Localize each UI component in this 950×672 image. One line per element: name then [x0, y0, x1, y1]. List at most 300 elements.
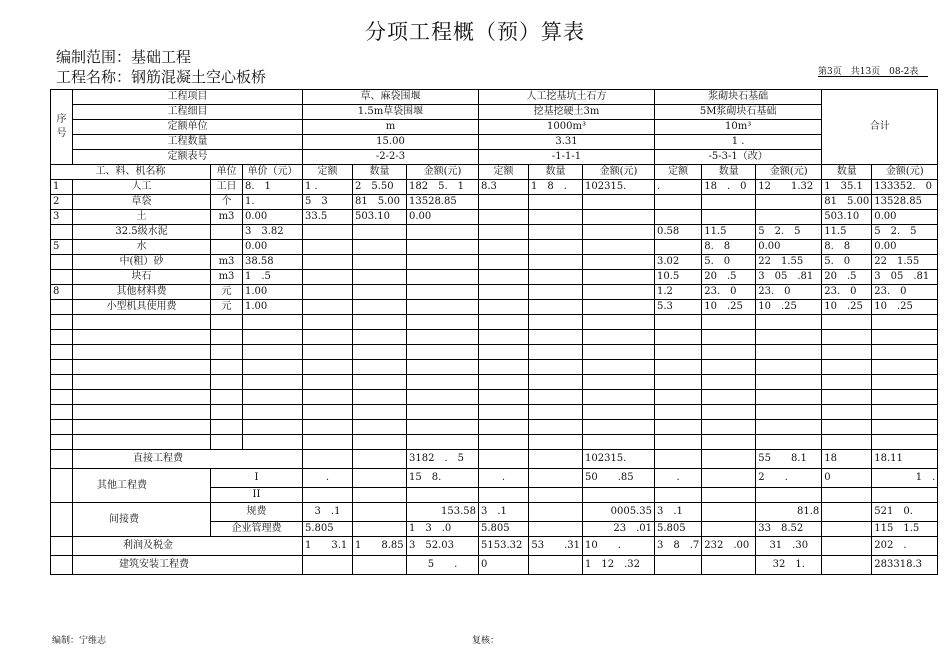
table-cell [702, 315, 756, 330]
table-cell [756, 405, 822, 420]
table-cell [702, 195, 756, 210]
other-q1: . [303, 469, 353, 488]
table-cell [756, 390, 822, 405]
table-cell [211, 315, 243, 330]
table-cell [303, 405, 353, 420]
table-cell [51, 420, 73, 435]
table-cell [872, 315, 938, 330]
table-cell [303, 240, 353, 255]
table-cell [702, 375, 756, 390]
table-cell: 10.5 [655, 270, 702, 285]
group2-qty: 3.31 [479, 135, 655, 150]
fee-label: 规费 [211, 503, 303, 522]
table-cell [655, 435, 702, 450]
table-cell: m3 [211, 210, 243, 225]
table-cell [583, 240, 655, 255]
table-cell [243, 435, 303, 450]
table-cell [303, 300, 353, 315]
group1-qty: 15.00 [303, 135, 479, 150]
table-cell [243, 360, 303, 375]
table-cell [407, 405, 479, 420]
col-amount: 数量 [822, 165, 872, 180]
group1-code: -2-2-3 [303, 150, 479, 165]
table-row [51, 210, 938, 225]
table-cell: 0.00 [407, 210, 479, 225]
table-cell: 8.3 [479, 180, 529, 195]
resource-name: 土 [73, 210, 211, 225]
direct-g2: 102315. [583, 450, 655, 469]
table-row [51, 285, 938, 300]
other-q2: . [479, 469, 529, 488]
col-price: 单价（元） [243, 165, 303, 180]
table-cell [211, 330, 243, 345]
table-cell [822, 420, 872, 435]
fee-q1: 3 .1 [303, 503, 353, 522]
table-cell: 8. 1 [243, 180, 303, 195]
table-cell [243, 345, 303, 360]
table-cell [756, 345, 822, 360]
table-cell: 12 1.32 [756, 180, 822, 195]
table-cell [73, 435, 211, 450]
table-cell [73, 345, 211, 360]
fee-g2: 0005.35 [583, 503, 655, 522]
table-cell [529, 255, 583, 270]
mgmt-q3: 5.805 [655, 522, 702, 537]
table-cell [353, 255, 407, 270]
table-cell [479, 225, 529, 240]
table-cell [655, 420, 702, 435]
table-cell [73, 420, 211, 435]
other-cost-label: 其他工程费 [73, 469, 211, 503]
table-cell [303, 285, 353, 300]
table-cell: 元 [211, 300, 243, 315]
build-cost-label: 建筑安装工程费 [73, 556, 303, 575]
table-cell [655, 345, 702, 360]
other-sub2: II [211, 488, 303, 503]
other-g2: 50 .85 [583, 469, 655, 488]
table-cell: 20 .5 [822, 270, 872, 285]
table-cell: 13528.85 [407, 195, 479, 210]
table-cell [353, 270, 407, 285]
table-cell [756, 360, 822, 375]
group2-code: -1-1-1 [479, 150, 655, 165]
table-cell: 0.00 [872, 210, 938, 225]
table-cell [51, 225, 73, 240]
table-cell [51, 435, 73, 450]
table-cell [73, 315, 211, 330]
table-cell: 23. 0 [822, 285, 872, 300]
group2-unit: 1000m³ [479, 120, 655, 135]
table-cell: 5 [51, 240, 73, 255]
table-cell [702, 420, 756, 435]
table-cell [655, 360, 702, 375]
blank-row [51, 330, 938, 345]
table-cell [353, 315, 407, 330]
seq-header: 序号 [51, 90, 73, 165]
group3-item: 浆砌块石基础 [655, 90, 822, 105]
table-cell [529, 240, 583, 255]
table-cell: 个 [211, 195, 243, 210]
table-cell: 0.00 [243, 240, 303, 255]
table-cell [407, 300, 479, 315]
resource-name: 其他材料费 [73, 285, 211, 300]
blank-row [51, 405, 938, 420]
table-cell [872, 420, 938, 435]
table-cell [655, 240, 702, 255]
direct-cost-label: 直接工程费 [73, 450, 303, 469]
item-header: 工程项目 [73, 90, 303, 105]
table-cell [51, 360, 73, 375]
table-cell [303, 270, 353, 285]
table-cell [303, 420, 353, 435]
other-sub1: I [211, 469, 303, 488]
resource-name: 草袋 [73, 195, 211, 210]
table-cell [479, 315, 529, 330]
code-header: 定额表号 [73, 150, 303, 165]
group2-detail: 挖基挖硬土3m [479, 105, 655, 120]
table-cell [583, 210, 655, 225]
table-cell [529, 405, 583, 420]
table-cell [529, 225, 583, 240]
table-cell [583, 420, 655, 435]
group3-code: -5-3-1（改） [655, 150, 822, 165]
table-cell [407, 255, 479, 270]
table-cell: 3 05 .81 [872, 270, 938, 285]
table-cell [353, 390, 407, 405]
table-cell [211, 390, 243, 405]
estimate-table [50, 89, 938, 575]
table-cell: 503.10 [353, 210, 407, 225]
profit-t2: 202 . [872, 537, 938, 556]
table-cell: 23. 0 [872, 285, 938, 300]
table-cell: 1.00 [243, 300, 303, 315]
other-g3: 2 . [756, 469, 822, 488]
table-cell: 10 .25 [756, 300, 822, 315]
table-cell [872, 375, 938, 390]
table-cell [529, 285, 583, 300]
table-cell [51, 405, 73, 420]
table-cell: 0.00 [756, 240, 822, 255]
table-cell: 元 [211, 285, 243, 300]
table-row [51, 195, 938, 210]
direct-t1: 18 [822, 450, 872, 469]
table-cell [479, 375, 529, 390]
blank-row [51, 375, 938, 390]
table-row [51, 270, 938, 285]
blank-row [51, 435, 938, 450]
profit-a2: 53 .31 [529, 537, 583, 556]
table-cell [243, 375, 303, 390]
table-cell [529, 300, 583, 315]
table-cell [303, 345, 353, 360]
table-cell: 1 . [303, 180, 353, 195]
table-cell [655, 375, 702, 390]
table-cell [479, 420, 529, 435]
table-cell [583, 390, 655, 405]
table-cell: 38.58 [243, 255, 303, 270]
table-cell [529, 345, 583, 360]
table-cell [583, 345, 655, 360]
table-cell [303, 330, 353, 345]
table-cell [407, 225, 479, 240]
profit-q1: 1 3.1 [303, 537, 353, 556]
header-rule [818, 76, 928, 77]
fee-g1: 153.58 [407, 503, 479, 522]
table-cell: 503.10 [822, 210, 872, 225]
resource-name: 块石 [73, 270, 211, 285]
table-cell [407, 360, 479, 375]
table-cell [702, 360, 756, 375]
build-t2: 283318.3 [872, 556, 938, 575]
group3-unit: 10m³ [655, 120, 822, 135]
table-cell [407, 315, 479, 330]
project-name: 工程名称：钢筋混凝土空心板桥 [56, 68, 267, 86]
table-cell: 1 35.1 [822, 180, 872, 195]
table-cell [479, 255, 529, 270]
table-cell [583, 360, 655, 375]
table-cell: 8. 8 [822, 240, 872, 255]
table-cell [479, 270, 529, 285]
table-cell: 11.5 [702, 225, 756, 240]
col-money: 金额(元) [407, 165, 479, 180]
table-cell: 3 3.82 [243, 225, 303, 240]
table-cell: 23. 0 [702, 285, 756, 300]
blank-row [51, 345, 938, 360]
table-cell [211, 240, 243, 255]
profit-q3: 3 8 .7 [655, 537, 702, 556]
table-cell [479, 210, 529, 225]
table-cell [872, 360, 938, 375]
table-cell [303, 390, 353, 405]
table-cell [822, 360, 872, 375]
table-cell [303, 315, 353, 330]
table-cell [479, 390, 529, 405]
table-cell [211, 405, 243, 420]
table-cell [583, 255, 655, 270]
col-quota: 定额 [655, 165, 702, 180]
table-cell: 1 [51, 180, 73, 195]
table-cell [479, 345, 529, 360]
group3-qty: 1 . [655, 135, 822, 150]
table-cell [211, 345, 243, 360]
detail-header: 工程细目 [73, 105, 303, 120]
table-cell: 22 1.55 [872, 255, 938, 270]
table-row [51, 255, 938, 270]
table-cell [211, 225, 243, 240]
blank-row [51, 420, 938, 435]
table-cell: 13528.85 [872, 195, 938, 210]
scope-label: 编制范围：基础工程 [56, 48, 192, 66]
table-cell [211, 435, 243, 450]
table-cell: 1.2 [655, 285, 702, 300]
blank-row [51, 390, 938, 405]
table-cell [243, 405, 303, 420]
table-cell [872, 435, 938, 450]
table-cell: 18 . 0 [702, 180, 756, 195]
table-cell [529, 330, 583, 345]
table-row [51, 225, 938, 240]
table-cell [583, 375, 655, 390]
table-cell: 8 [51, 285, 73, 300]
table-cell [583, 285, 655, 300]
table-cell [529, 390, 583, 405]
table-cell [872, 405, 938, 420]
table-cell [353, 240, 407, 255]
resource-name: 小型机具使用费 [73, 300, 211, 315]
other-t1: 0 [822, 469, 872, 488]
fee-q2: 3 .1 [479, 503, 529, 522]
table-cell [353, 375, 407, 390]
table-cell [756, 210, 822, 225]
table-cell [756, 315, 822, 330]
table-cell [583, 225, 655, 240]
mgmt-q1: 5.805 [303, 522, 353, 537]
editor-label: 编制：宁维志 [52, 636, 107, 646]
direct-g1: 3182 . 5 [407, 450, 479, 469]
table-cell: . [655, 180, 702, 195]
table-cell [303, 225, 353, 240]
table-cell [529, 420, 583, 435]
resource-name: 人工 [73, 180, 211, 195]
col-quota: 定额 [479, 165, 529, 180]
fee-t2: 521 0. [872, 503, 938, 522]
table-cell: 2 [51, 195, 73, 210]
table-cell [583, 195, 655, 210]
col-quota: 定额 [303, 165, 353, 180]
table-cell [822, 330, 872, 345]
table-cell [479, 195, 529, 210]
table-row [51, 240, 938, 255]
other-t2: 1 . [872, 469, 938, 488]
table-row [51, 300, 938, 315]
table-cell [51, 315, 73, 330]
table-cell: 10 .25 [702, 300, 756, 315]
table-cell [211, 375, 243, 390]
table-cell [822, 435, 872, 450]
table-cell: m3 [211, 270, 243, 285]
table-row [51, 180, 938, 195]
table-cell [353, 330, 407, 345]
resource-name: 水 [73, 240, 211, 255]
table-cell: 1. [243, 195, 303, 210]
table-cell: 3 [51, 210, 73, 225]
profit-label: 利润及税金 [73, 537, 303, 556]
profit-g2: 10 . [583, 537, 655, 556]
table-cell: 5 3 [303, 195, 353, 210]
table-cell [407, 390, 479, 405]
table-cell [479, 405, 529, 420]
table-cell [243, 390, 303, 405]
table-cell: 3.02 [655, 255, 702, 270]
table-cell [655, 315, 702, 330]
table-cell: 102315. [583, 180, 655, 195]
table-cell [583, 315, 655, 330]
build-q2: 0 [479, 556, 529, 575]
table-cell [655, 330, 702, 345]
table-cell [243, 420, 303, 435]
table-cell [822, 390, 872, 405]
col-amount: 数量 [529, 165, 583, 180]
table-cell [702, 210, 756, 225]
table-cell: 33.5 [303, 210, 353, 225]
table-cell [479, 330, 529, 345]
table-cell [529, 360, 583, 375]
table-cell [73, 330, 211, 345]
table-cell [822, 375, 872, 390]
table-cell: 2 5.50 [353, 180, 407, 195]
table-cell [353, 285, 407, 300]
group1-unit: m [303, 120, 479, 135]
table-cell: 182 5. 1 [407, 180, 479, 195]
table-cell [655, 405, 702, 420]
table-cell [51, 375, 73, 390]
mgmt-g2: 23 .01 [583, 522, 655, 537]
table-cell [529, 210, 583, 225]
profit-g3: 31 .30 [756, 537, 822, 556]
table-cell: 5 2. 5 [872, 225, 938, 240]
table-cell [51, 345, 73, 360]
col-money: 金额(元) [583, 165, 655, 180]
build-g3: 32 1. [756, 556, 822, 575]
table-cell [702, 345, 756, 360]
table-cell: 5. 0 [702, 255, 756, 270]
unit-header: 定额单位 [73, 120, 303, 135]
profit-a3: 232 .00 [702, 537, 756, 556]
table-cell [822, 345, 872, 360]
table-cell: m3 [211, 255, 243, 270]
table-cell [702, 405, 756, 420]
table-cell [407, 345, 479, 360]
table-cell [353, 300, 407, 315]
other-g1: 15 8. [407, 469, 479, 488]
col-money: 金额(元) [756, 165, 822, 180]
col-amount: 数量 [353, 165, 407, 180]
col-amount: 数量 [702, 165, 756, 180]
build-g1: 5 . [407, 556, 479, 575]
table-cell [51, 330, 73, 345]
page-info: 第3页 共13页 08-2表 [818, 67, 919, 77]
fee-q3: 3 .1 [655, 503, 702, 522]
table-cell: 22 1.55 [756, 255, 822, 270]
table-cell: 20 .5 [702, 270, 756, 285]
table-cell [303, 375, 353, 390]
table-cell [583, 405, 655, 420]
table-cell: 8. 8 [702, 240, 756, 255]
table-cell [529, 435, 583, 450]
table-cell: 5 2. 5 [756, 225, 822, 240]
col-unit: 单位 [211, 165, 243, 180]
build-g2: 1 12 .32 [583, 556, 655, 575]
table-cell [756, 375, 822, 390]
table-cell: 工日 [211, 180, 243, 195]
table-cell [756, 435, 822, 450]
table-cell: 81 5.00 [822, 195, 872, 210]
table-cell [479, 435, 529, 450]
table-cell: 5. 0 [822, 255, 872, 270]
table-cell [529, 195, 583, 210]
table-cell [479, 285, 529, 300]
direct-t2: 18.11 [872, 450, 938, 469]
table-cell [872, 330, 938, 345]
indirect-label: 间接费 [73, 503, 211, 537]
table-cell [303, 255, 353, 270]
table-cell [353, 420, 407, 435]
table-cell: 0.58 [655, 225, 702, 240]
table-cell [756, 195, 822, 210]
table-cell: 1.00 [243, 285, 303, 300]
table-cell [73, 360, 211, 375]
table-cell [872, 390, 938, 405]
